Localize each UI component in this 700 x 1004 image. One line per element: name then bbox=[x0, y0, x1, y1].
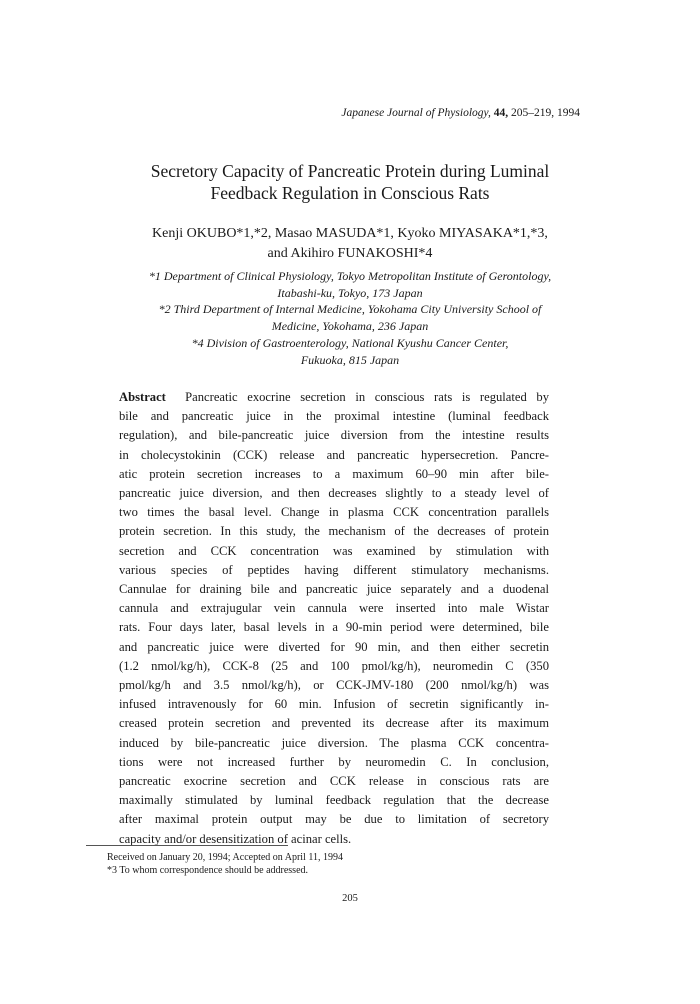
abstract-line: bile and pancreatic juice in the proximal intestine (luminal feedback bbox=[119, 409, 549, 424]
affiliations bbox=[100, 268, 600, 368]
received-date-note: Received on January 20, 1994; Accepted on April 11, 1994 bbox=[107, 852, 343, 863]
paper-title bbox=[100, 160, 600, 204]
correspondence-note: *3 To whom correspondence should be addressed. bbox=[107, 865, 309, 876]
abstract-line: pmol/kg/h and 3.5 nmol/kg/h), or CCK-JMV-180 (200 nmol/kg/h) was bbox=[119, 678, 549, 693]
abstract-line: rats. Four days later, basal levels in a 90-min period were determined, bile bbox=[119, 620, 549, 635]
abstract-line: creased protein secretion and prevented its decrease after its maximum bbox=[119, 716, 549, 731]
abstract-line: two times the basal level. Change in plasma CCK concentration parallels bbox=[119, 505, 549, 520]
footnotes bbox=[107, 851, 343, 877]
abstract-line: various species of peptides having different stimulatory mechanisms. bbox=[119, 562, 549, 577]
abstract-line: maximally stimulated by luminal feedback regulation that the decrease bbox=[119, 793, 549, 808]
abstract-line: cannula and extrajugular vein cannula were inserted into male Wistar bbox=[119, 601, 549, 616]
abstract-line: and pancreatic juice were diverted for 90 min, and then either secretin bbox=[119, 639, 549, 654]
journal-pages-year: 205–219, 1994 bbox=[511, 107, 580, 119]
abstract-line: induced by bile-pancreatic juice diversion. The plasma CCK concentra- bbox=[119, 735, 549, 750]
affiliation-line: *1 Department of Clinical Physiology, Tokyo Metropolitan Institute of Gerontology, bbox=[148, 269, 552, 283]
abstract-line: after maximal protein output may be due to limitation of secretory bbox=[119, 812, 549, 827]
abstract-line bbox=[119, 388, 549, 407]
affiliation-line: Itabashi-ku, Tokyo, 173 Japan bbox=[277, 285, 423, 300]
abstract-line: infused intravenously for 60 min. Infusion of secretin significantly in- bbox=[119, 697, 549, 712]
affiliation-line: *4 Division of Gastroenterology, National Kyushu Cancer Center, bbox=[191, 335, 509, 350]
page-number: 205 bbox=[342, 893, 358, 904]
abstract-line: tions were not increased further by neuromedin C. In conclusion, bbox=[119, 754, 549, 769]
abstract-line: (1.2 nmol/kg/h), CCK-8 (25 and 100 pmol/kg/h), neuromedin C (350 bbox=[119, 658, 549, 673]
footnote-divider bbox=[86, 845, 288, 846]
affiliation-line: Medicine, Yokohama, 236 Japan bbox=[271, 319, 429, 334]
abstract-line: pancreatic juice diversion, and then decreases slightly to a steady level of bbox=[119, 486, 549, 501]
abstract-line: atic protein secretion increases to a maximum 60–90 min after bile- bbox=[119, 466, 549, 481]
authors-line-1: Kenji OKUBO*1,*2, Masao MASUDA*1, Kyoko MIYASAKA*1,*3, bbox=[152, 226, 548, 241]
affiliation-line: Fukuoka, 815 Japan bbox=[300, 352, 400, 367]
abstract-line: pancreatic exocrine secretion and CCK release in conscious rats are bbox=[119, 774, 549, 789]
abstract-line: Cannulae for draining bile and pancreatic juice separately and a duodenal bbox=[119, 582, 549, 597]
abstract-line: secretion and CCK concentration was examined by stimulation with bbox=[119, 543, 549, 558]
abstract-line-text: Pancreatic exocrine secretion in conscious rats is regulated by bbox=[185, 390, 549, 404]
title-line-2: Feedback Regulation in Conscious Rats bbox=[210, 183, 490, 203]
journal-name: Japanese Journal of Physiology, bbox=[341, 107, 491, 119]
authors-line-2: and Akihiro FUNAKOSHI*4 bbox=[267, 246, 433, 261]
journal-volume: 44, bbox=[493, 107, 509, 119]
abstract-line: capacity and/or desensitization of acinar cells. bbox=[119, 831, 352, 846]
affiliation-line: *2 Third Department of Internal Medicine, Yokohama City University School of bbox=[158, 302, 542, 317]
abstract-line: regulation), and bile-pancreatic juice diversion from the intestine results bbox=[119, 428, 549, 443]
abstract-line: protein secretion. In this study, the mechanism of the decreases of protein bbox=[119, 524, 549, 539]
abstract-heading: Abstract bbox=[119, 390, 166, 404]
journal-citation bbox=[341, 107, 580, 119]
abstract-line: in cholecystokinin (CCK) release and pancreatic hypersecretion. Pancre- bbox=[119, 447, 549, 462]
author-list bbox=[100, 224, 600, 264]
title-line-1: Secretory Capacity of Pancreatic Protein during Luminal bbox=[150, 161, 550, 181]
abstract bbox=[119, 388, 549, 849]
